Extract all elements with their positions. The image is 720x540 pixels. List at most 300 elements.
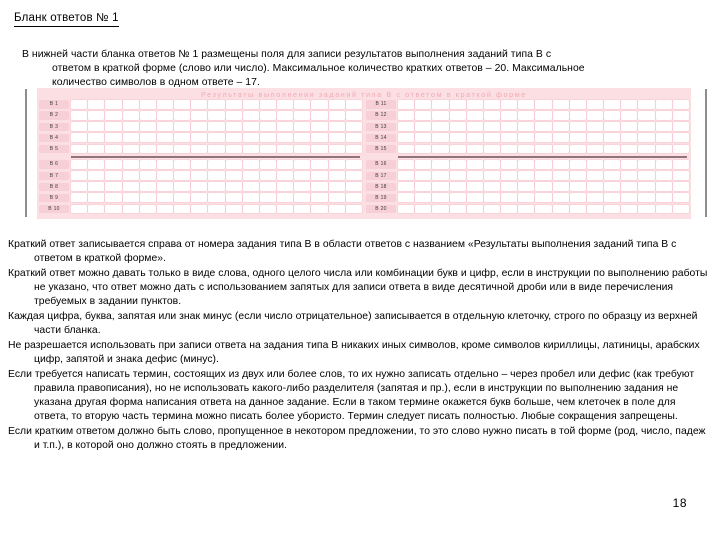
answer-cell[interactable] [656,160,672,169]
answer-cell[interactable] [673,122,689,131]
answer-cell[interactable] [673,145,689,154]
answer-cell[interactable] [621,160,637,169]
answer-cell[interactable] [88,111,104,120]
answer-cell[interactable] [294,160,310,169]
answer-cell[interactable] [71,160,87,169]
answer-cell[interactable] [140,145,156,154]
answer-cell[interactable] [621,111,637,120]
answer-cell[interactable] [570,100,586,109]
answer-cell[interactable] [123,182,139,191]
answer-cell[interactable] [329,205,345,214]
answer-cell[interactable] [604,145,620,154]
answer-cell[interactable] [71,133,87,142]
answer-cell[interactable] [656,133,672,142]
answer-cell[interactable] [467,145,483,154]
answer-cell[interactable] [467,205,483,214]
answer-cell[interactable] [346,122,362,131]
answer-cell[interactable] [208,145,224,154]
answer-cell[interactable] [518,100,534,109]
answer-cell[interactable] [157,193,173,202]
answer-cell[interactable] [208,100,224,109]
answer-cell[interactable] [277,145,293,154]
answer-cell[interactable] [88,182,104,191]
answer-cell[interactable] [587,145,603,154]
answer-cell[interactable] [294,193,310,202]
answer-cell[interactable] [191,133,207,142]
answer-cell[interactable] [157,145,173,154]
answer-cell[interactable] [208,205,224,214]
answer-cell[interactable] [226,193,242,202]
answer-cell[interactable] [88,122,104,131]
answer-cell[interactable] [311,193,327,202]
answer-cell[interactable] [157,111,173,120]
answer-cell[interactable] [450,171,466,180]
answer-cell[interactable] [656,171,672,180]
answer-cell[interactable] [535,182,551,191]
answer-cell[interactable] [398,122,414,131]
answer-cell[interactable] [604,205,620,214]
answer-cell[interactable] [277,100,293,109]
answer-cell[interactable] [346,182,362,191]
answer-cell[interactable] [140,160,156,169]
answer-cell[interactable] [432,171,448,180]
answer-cell[interactable] [123,111,139,120]
answer-cell[interactable] [673,111,689,120]
answer-cell[interactable] [277,182,293,191]
answer-cell[interactable] [638,193,654,202]
answer-cell[interactable] [174,160,190,169]
answer-cell[interactable] [191,205,207,214]
answer-cell[interactable] [329,133,345,142]
answer-cell[interactable] [105,182,121,191]
answer-cell[interactable] [415,160,431,169]
answer-cell[interactable] [535,100,551,109]
answer-cell[interactable] [226,145,242,154]
answer-cell[interactable] [450,182,466,191]
answer-cell[interactable] [311,182,327,191]
answer-cell[interactable] [174,122,190,131]
answer-cell[interactable] [467,160,483,169]
answer-cell[interactable] [260,122,276,131]
answer-cell[interactable] [535,171,551,180]
answer-cell[interactable] [140,182,156,191]
answer-cell[interactable] [174,111,190,120]
answer-cell[interactable] [535,160,551,169]
answer-cell[interactable] [432,111,448,120]
answer-cell[interactable] [415,133,431,142]
answer-cell[interactable] [123,145,139,154]
answer-cell[interactable] [673,182,689,191]
answer-cell[interactable] [638,182,654,191]
answer-cell[interactable] [604,171,620,180]
answer-cell[interactable] [123,171,139,180]
answer-cell[interactable] [570,182,586,191]
answer-cell[interactable] [243,145,259,154]
answer-cell[interactable] [105,193,121,202]
answer-cell[interactable] [329,100,345,109]
answer-cell[interactable] [432,205,448,214]
answer-cell[interactable] [467,111,483,120]
answer-cell[interactable] [553,111,569,120]
answer-cell[interactable] [398,182,414,191]
answer-cell[interactable] [415,182,431,191]
answer-cell[interactable] [123,193,139,202]
answer-cell[interactable] [398,171,414,180]
answer-cell[interactable] [105,160,121,169]
answer-cell[interactable] [105,205,121,214]
answer-cell[interactable] [484,182,500,191]
answer-cell[interactable] [294,100,310,109]
answer-cell[interactable] [621,193,637,202]
answer-cell[interactable] [329,111,345,120]
answer-cell[interactable] [638,100,654,109]
answer-cell[interactable] [553,182,569,191]
answer-cell[interactable] [71,100,87,109]
answer-cell[interactable] [191,160,207,169]
answer-cell[interactable] [415,100,431,109]
answer-cell[interactable] [570,133,586,142]
answer-cell[interactable] [553,205,569,214]
answer-cell[interactable] [398,133,414,142]
answer-cell[interactable] [71,193,87,202]
answer-cell[interactable] [260,171,276,180]
answer-cell[interactable] [88,133,104,142]
answer-cell[interactable] [570,205,586,214]
answer-cell[interactable] [157,182,173,191]
answer-cell[interactable] [501,122,517,131]
answer-cell[interactable] [226,133,242,142]
answer-cell[interactable] [157,205,173,214]
answer-cell[interactable] [570,122,586,131]
answer-cell[interactable] [157,171,173,180]
answer-cell[interactable] [208,182,224,191]
answer-cell[interactable] [140,193,156,202]
answer-cell[interactable] [673,100,689,109]
answer-cell[interactable] [604,133,620,142]
answer-cell[interactable] [243,122,259,131]
answer-cell[interactable] [501,100,517,109]
answer-cell[interactable] [518,182,534,191]
answer-cell[interactable] [587,171,603,180]
answer-cell[interactable] [277,133,293,142]
answer-cell[interactable] [260,160,276,169]
answer-cell[interactable] [277,171,293,180]
answer-cell[interactable] [311,160,327,169]
answer-cell[interactable] [329,160,345,169]
answer-cell[interactable] [71,145,87,154]
answer-cell[interactable] [398,205,414,214]
answer-cell[interactable] [638,205,654,214]
answer-cell[interactable] [656,145,672,154]
answer-cell[interactable] [553,171,569,180]
answer-cell[interactable] [191,100,207,109]
answer-cell[interactable] [415,205,431,214]
answer-cell[interactable] [432,160,448,169]
answer-cell[interactable] [501,171,517,180]
answer-cell[interactable] [484,145,500,154]
answer-cell[interactable] [587,182,603,191]
answer-cell[interactable] [329,193,345,202]
answer-cell[interactable] [226,205,242,214]
answer-cell[interactable] [226,100,242,109]
answer-cell[interactable] [123,122,139,131]
answer-cell[interactable] [604,182,620,191]
answer-cell[interactable] [208,160,224,169]
answer-cell[interactable] [518,205,534,214]
answer-cell[interactable] [311,145,327,154]
answer-cell[interactable] [432,133,448,142]
answer-cell[interactable] [311,205,327,214]
answer-cell[interactable] [432,193,448,202]
answer-cell[interactable] [243,100,259,109]
answer-cell[interactable] [88,145,104,154]
answer-cell[interactable] [329,145,345,154]
answer-cell[interactable] [191,182,207,191]
answer-cell[interactable] [415,171,431,180]
answer-cell[interactable] [105,111,121,120]
answer-cell[interactable] [587,133,603,142]
answer-cell[interactable] [673,171,689,180]
answer-cell[interactable] [432,182,448,191]
answer-cell[interactable] [140,171,156,180]
answer-cell[interactable] [311,171,327,180]
answer-cell[interactable] [484,160,500,169]
answer-cell[interactable] [450,205,466,214]
answer-cell[interactable] [157,100,173,109]
answer-cell[interactable] [208,193,224,202]
answer-cell[interactable] [484,111,500,120]
answer-cell[interactable] [260,133,276,142]
answer-cell[interactable] [174,100,190,109]
answer-cell[interactable] [518,133,534,142]
answer-cell[interactable] [638,160,654,169]
answer-cell[interactable] [243,193,259,202]
answer-cell[interactable] [535,193,551,202]
answer-cell[interactable] [638,133,654,142]
answer-cell[interactable] [191,145,207,154]
answer-cell[interactable] [604,193,620,202]
answer-cell[interactable] [673,205,689,214]
answer-cell[interactable] [294,111,310,120]
answer-cell[interactable] [484,193,500,202]
answer-cell[interactable] [638,171,654,180]
answer-cell[interactable] [243,182,259,191]
answer-cell[interactable] [398,145,414,154]
answer-cell[interactable] [501,133,517,142]
answer-cell[interactable] [501,145,517,154]
answer-cell[interactable] [518,171,534,180]
answer-cell[interactable] [226,171,242,180]
answer-cell[interactable] [570,145,586,154]
answer-cell[interactable] [518,111,534,120]
answer-cell[interactable] [329,122,345,131]
answer-cell[interactable] [88,160,104,169]
answer-cell[interactable] [243,111,259,120]
answer-cell[interactable] [226,111,242,120]
answer-cell[interactable] [467,193,483,202]
answer-cell[interactable] [450,100,466,109]
answer-cell[interactable] [260,145,276,154]
answer-cell[interactable] [432,100,448,109]
answer-cell[interactable] [191,171,207,180]
answer-cell[interactable] [277,205,293,214]
answer-cell[interactable] [174,205,190,214]
answer-cell[interactable] [243,205,259,214]
answer-cell[interactable] [88,205,104,214]
answer-cell[interactable] [398,111,414,120]
answer-cell[interactable] [71,171,87,180]
answer-cell[interactable] [467,182,483,191]
answer-cell[interactable] [638,145,654,154]
answer-cell[interactable] [518,160,534,169]
answer-cell[interactable] [105,100,121,109]
answer-cell[interactable] [346,133,362,142]
answer-cell[interactable] [329,171,345,180]
answer-cell[interactable] [467,122,483,131]
answer-cell[interactable] [604,111,620,120]
answer-cell[interactable] [415,145,431,154]
answer-cell[interactable] [398,193,414,202]
answer-cell[interactable] [174,133,190,142]
answer-cell[interactable] [294,122,310,131]
answer-cell[interactable] [71,122,87,131]
answer-cell[interactable] [501,160,517,169]
answer-cell[interactable] [570,171,586,180]
answer-cell[interactable] [553,145,569,154]
answer-cell[interactable] [260,193,276,202]
answer-cell[interactable] [570,160,586,169]
answer-cell[interactable] [123,133,139,142]
answer-cell[interactable] [243,171,259,180]
answer-cell[interactable] [123,160,139,169]
answer-cell[interactable] [346,193,362,202]
answer-cell[interactable] [484,171,500,180]
answer-cell[interactable] [673,193,689,202]
answer-cell[interactable] [260,100,276,109]
answer-cell[interactable] [587,193,603,202]
answer-cell[interactable] [656,122,672,131]
answer-cell[interactable] [638,111,654,120]
answer-cell[interactable] [174,171,190,180]
answer-cell[interactable] [311,100,327,109]
answer-cell[interactable] [518,145,534,154]
answer-cell[interactable] [518,193,534,202]
answer-cell[interactable] [621,100,637,109]
answer-cell[interactable] [621,182,637,191]
answer-cell[interactable] [277,122,293,131]
answer-cell[interactable] [656,205,672,214]
answer-cell[interactable] [174,182,190,191]
answer-cell[interactable] [191,122,207,131]
answer-cell[interactable] [501,182,517,191]
answer-cell[interactable] [105,133,121,142]
answer-cell[interactable] [415,111,431,120]
answer-cell[interactable] [346,171,362,180]
answer-cell[interactable] [415,122,431,131]
answer-cell[interactable] [88,193,104,202]
answer-cell[interactable] [587,122,603,131]
answer-cell[interactable] [226,160,242,169]
answer-cell[interactable] [260,205,276,214]
answer-cell[interactable] [450,133,466,142]
answer-cell[interactable] [157,133,173,142]
answer-cell[interactable] [587,111,603,120]
answer-cell[interactable] [157,160,173,169]
answer-cell[interactable] [277,160,293,169]
answer-cell[interactable] [88,100,104,109]
answer-cell[interactable] [174,145,190,154]
answer-cell[interactable] [398,160,414,169]
answer-cell[interactable] [208,111,224,120]
answer-cell[interactable] [71,205,87,214]
answer-cell[interactable] [501,193,517,202]
answer-cell[interactable] [105,145,121,154]
answer-cell[interactable] [191,111,207,120]
answer-cell[interactable] [621,205,637,214]
answer-cell[interactable] [346,111,362,120]
answer-cell[interactable] [260,182,276,191]
answer-cell[interactable] [656,100,672,109]
answer-cell[interactable] [467,133,483,142]
answer-cell[interactable] [88,171,104,180]
answer-cell[interactable] [570,111,586,120]
answer-cell[interactable] [621,133,637,142]
answer-cell[interactable] [140,100,156,109]
answer-cell[interactable] [656,111,672,120]
answer-cell[interactable] [450,111,466,120]
answer-cell[interactable] [140,133,156,142]
answer-cell[interactable] [553,100,569,109]
answer-cell[interactable] [208,171,224,180]
answer-cell[interactable] [535,145,551,154]
answer-cell[interactable] [329,182,345,191]
answer-cell[interactable] [553,193,569,202]
answer-cell[interactable] [467,171,483,180]
answer-cell[interactable] [140,111,156,120]
answer-cell[interactable] [294,182,310,191]
answer-cell[interactable] [311,122,327,131]
answer-cell[interactable] [621,145,637,154]
answer-cell[interactable] [553,122,569,131]
answer-cell[interactable] [346,145,362,154]
answer-cell[interactable] [105,171,121,180]
answer-cell[interactable] [673,133,689,142]
answer-cell[interactable] [311,111,327,120]
answer-cell[interactable] [604,122,620,131]
answer-cell[interactable] [535,111,551,120]
answer-cell[interactable] [484,122,500,131]
answer-cell[interactable] [432,122,448,131]
answer-cell[interactable] [415,193,431,202]
answer-cell[interactable] [346,100,362,109]
answer-cell[interactable] [260,111,276,120]
answer-cell[interactable] [226,122,242,131]
answer-cell[interactable] [294,205,310,214]
answer-cell[interactable] [501,111,517,120]
answer-cell[interactable] [535,122,551,131]
answer-cell[interactable] [243,133,259,142]
answer-cell[interactable] [450,193,466,202]
answer-cell[interactable] [294,145,310,154]
answer-cell[interactable] [346,205,362,214]
answer-cell[interactable] [638,122,654,131]
answer-cell[interactable] [484,133,500,142]
answer-cell[interactable] [535,205,551,214]
answer-cell[interactable] [174,193,190,202]
answer-cell[interactable] [140,122,156,131]
answer-cell[interactable] [604,160,620,169]
answer-cell[interactable] [208,122,224,131]
